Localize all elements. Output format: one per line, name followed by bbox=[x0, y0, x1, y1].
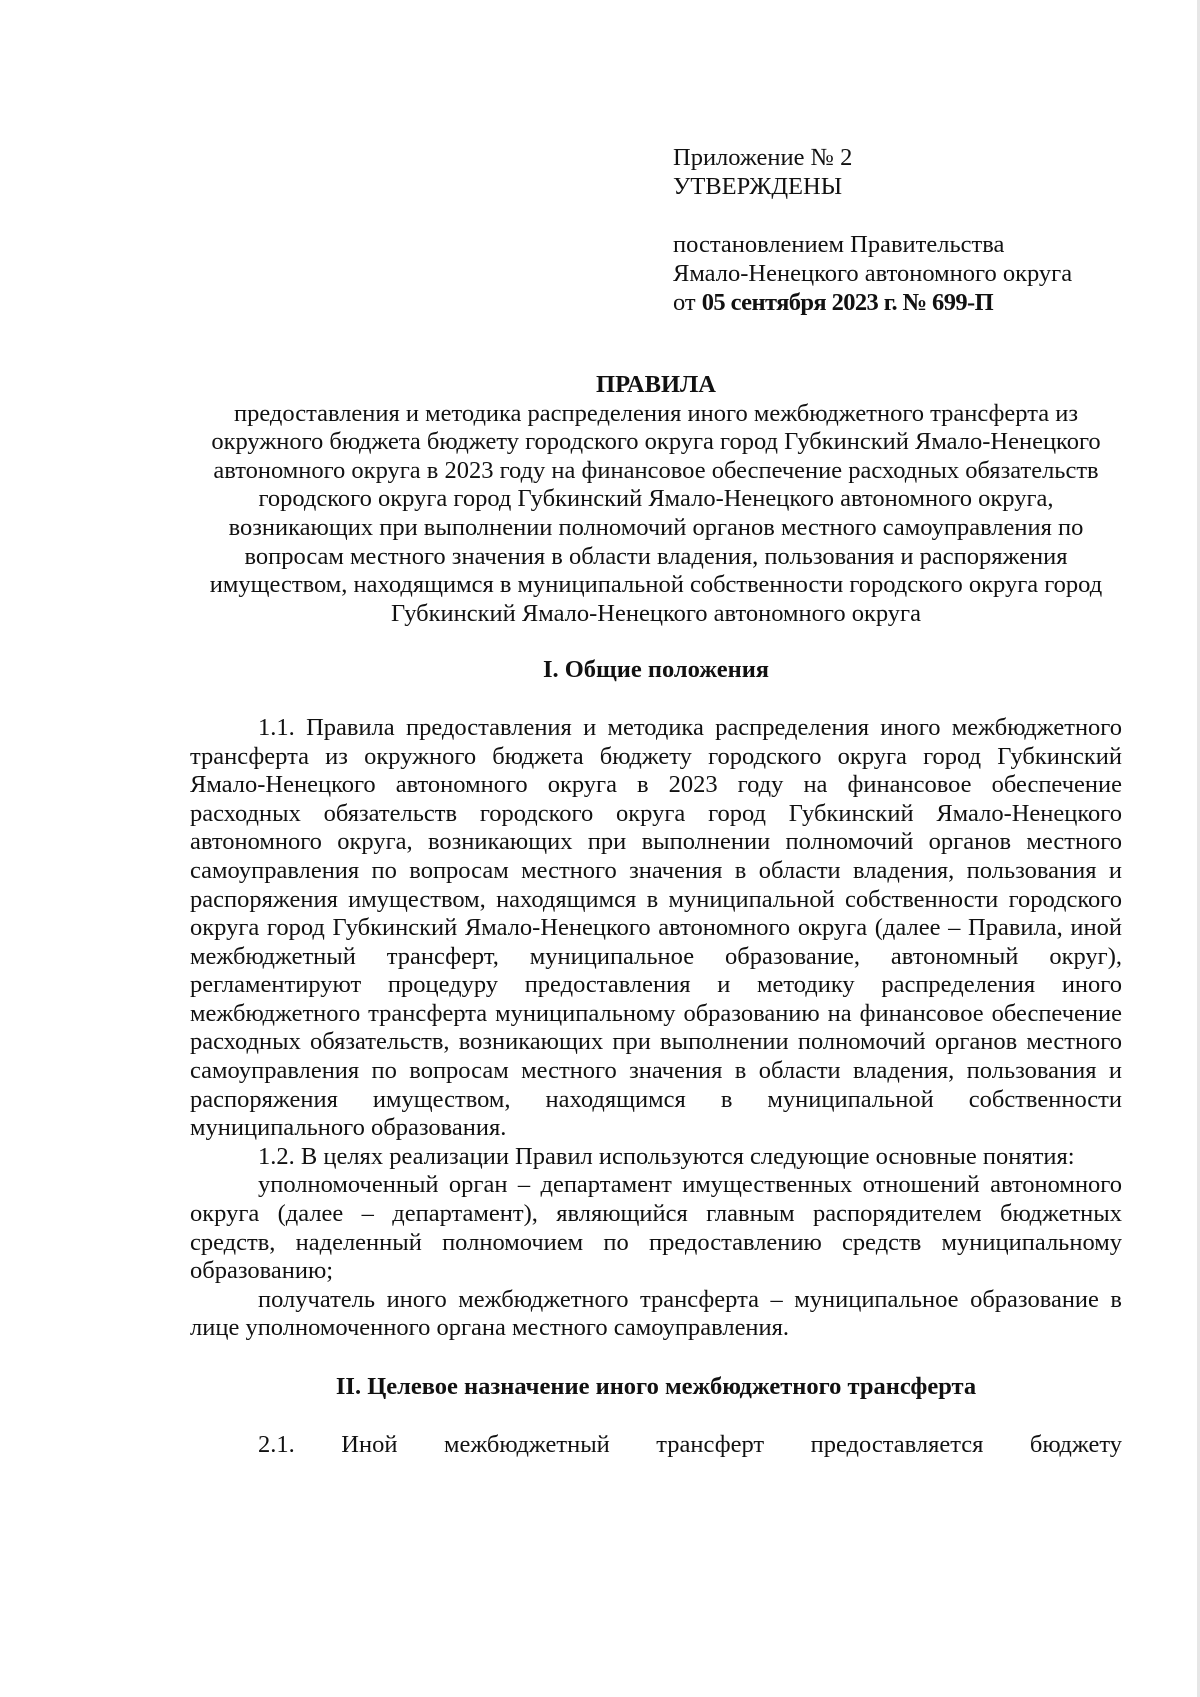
region-label: Ямало-Ненецкого автономного округа bbox=[673, 260, 1073, 287]
approval-block bbox=[673, 143, 1133, 317]
approved-label: УТВЕРЖДЕНЫ bbox=[673, 173, 843, 200]
document-subtitle: предоставления и методика распределения иного межбюджетного трансферта из окружного бюджета бюджету городского округа город Губкинский Ямало-Ненецкого автономного округа в 2023 году на финансовое обеспечение расходных обязательств городского округа город Губкинский Ямало-Ненецкого автономного округа, возникающих при выполнении полномочий органов местного самоуправления по вопросам местного значения в области владения, пользования и распоряжения имуществом, находящимся в муниципальной собственности городского округа город Губкинский Ямало-Ненецкого автономного округа bbox=[209, 399, 1103, 627]
resolution-date: 05 сентября 2023 г. № 699-П bbox=[701, 289, 994, 316]
paragraph-1-1: 1.1. Правила предоставления и методика распределения иного межбюджетного трансферта из окружного бюджета бюджету городского округа город Губкинский Ямало-Ненецкого автономного округа в 2023 году на финансовое обеспечение расходных обязательств городского округа город Губкинский Ямало-Ненецкого автономного округа, возникающих при выполнении полномочий органов местного самоуправления по вопросам местного значения в области владения, пользования и распоряжения имуществом, находящимся в муниципальной собственности городского округа город Губкинский Ямало-Ненецкого автономного округа (далее – Правила, иной межбюджетный трансферт, муниципальное образование, автономный округ), регламентируют процедуру предоставления и методику распределения иного межбюджетного трансферта муниципальному образованию на финансовое обеспечение расходных обязательств, возникающих при выполнении полномочий органов местного самоуправления по вопросам местного значения в области владения, пользования и распоряжения имуществом, находящимся в муниципальной собственности муниципального образования. bbox=[190, 713, 1122, 1142]
resolution-date-line bbox=[673, 288, 1133, 317]
paragraph-1-2: 1.2. В целях реализации Правил используются следующие основные понятия: bbox=[258, 1142, 1075, 1170]
approval-spacer bbox=[673, 201, 1133, 230]
section-heading-purpose: II. Целевое назначение иного межбюджетного трансферта bbox=[335, 1373, 977, 1400]
definition-recipient: получатель иного межбюджетного трансферта – муниципальное образование в лице уполномоченного органа местного самоуправления. bbox=[190, 1285, 1122, 1342]
section-heading-general: I. Общие положения bbox=[542, 656, 770, 684]
resolution-label: постановлением Правительства bbox=[673, 231, 1005, 258]
document-title: ПРАВИЛА bbox=[596, 371, 716, 398]
definition-authorized-body: уполномоченный орган – департамент имущественных отношений автономного округа (далее – департамент), являющийся главным распорядителем бюджетных средств, наделенный полномочием по предоставлению средств муниципальному образованию; bbox=[190, 1171, 1122, 1285]
paragraph-2-1: 2.1. Иной межбюджетный трансферт предоставляется бюджету bbox=[258, 1430, 1122, 1458]
document-body bbox=[190, 371, 1122, 1459]
date-prefix: от bbox=[673, 289, 702, 316]
appendix-number: Приложение № 2 bbox=[673, 144, 853, 171]
